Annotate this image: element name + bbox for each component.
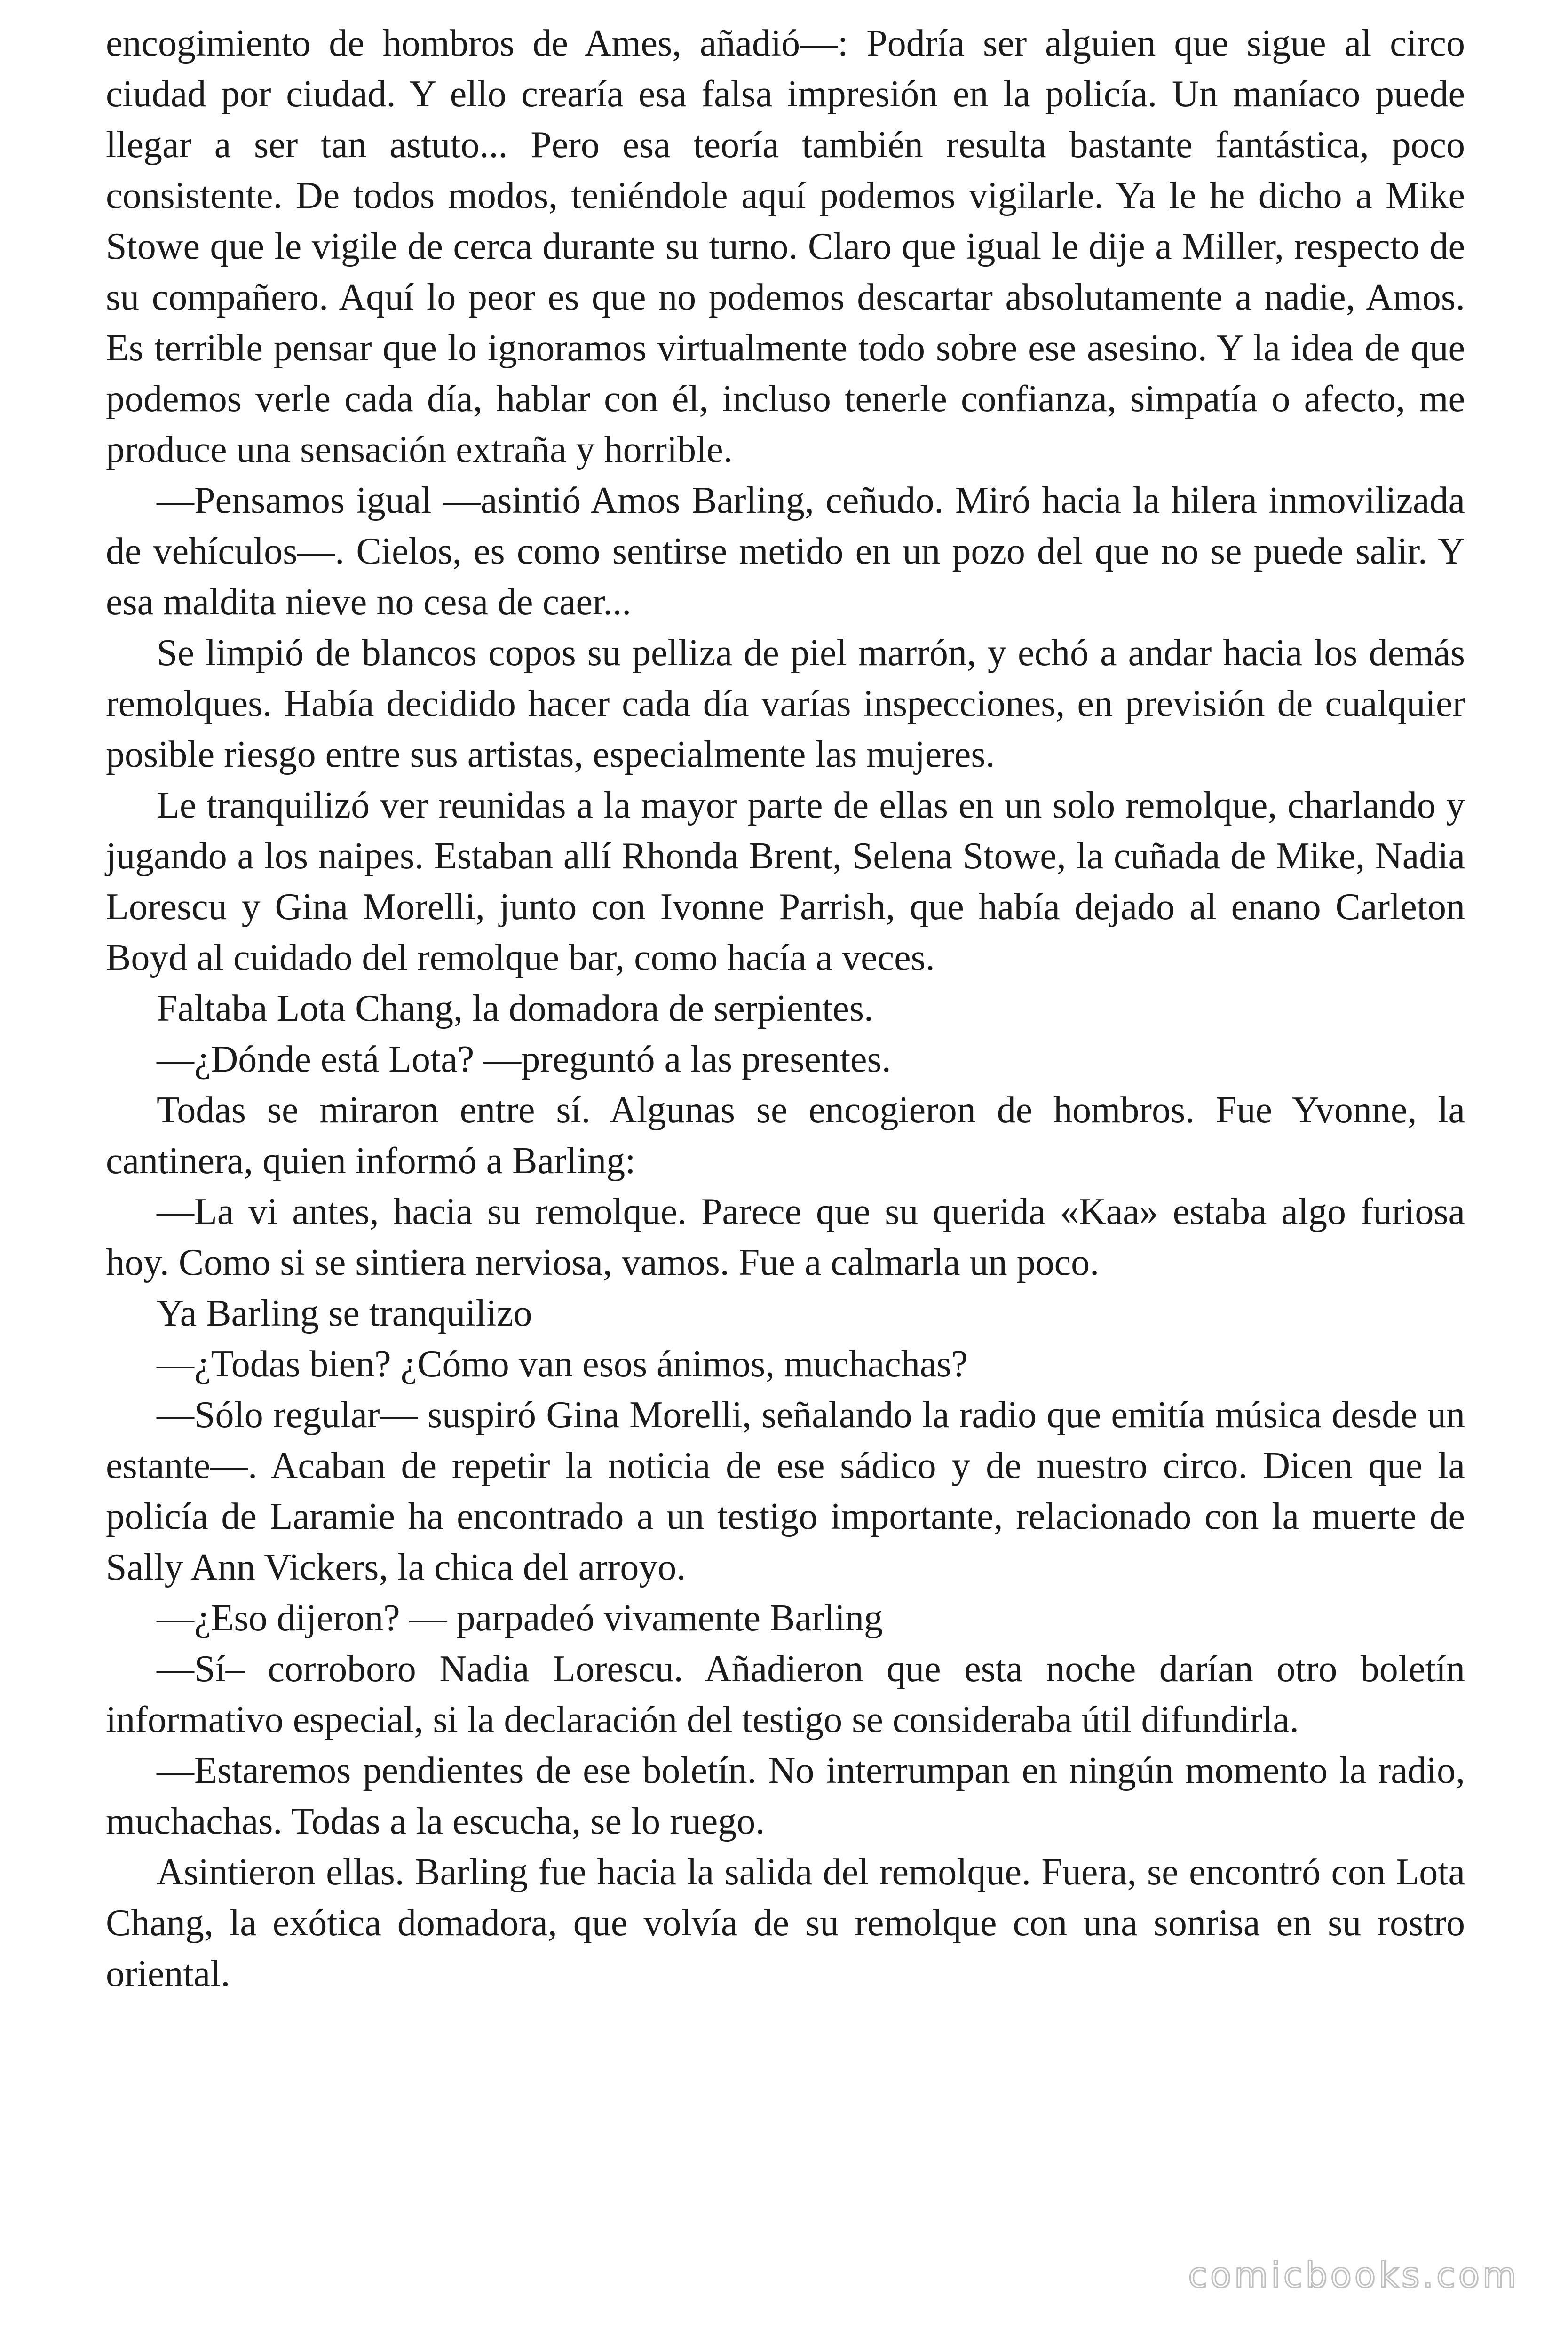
paragraph-5: Faltaba Lota Chang, la domadora de serpientes. — [157, 988, 873, 1029]
paragraph-1: encogimiento de hombros de Ames, añadió—: Podría ser alguien que sigue al circo ciudad por ciudad. Y ello crearía esa falsa impresión en la policía. Un maníaco puede llegar a ser tan astuto... Pero esa teoría también resulta bastante fantástica, poco consistente. De todos modos, teniéndole aquí podemos vigilarle. Ya le he dicho a Mike Stowe que le vigile de cerca durante su turno. Claro que igual le dije a Miller, respecto de su compañero. Aquí lo peor es que no podemos descartar absolutamente a nadie, Amos. Es terrible pensar que lo ignoramos virtualmente todo sobre ese asesino. Y la idea de que podemos verle cada día, hablar con él, incluso tenerle confianza, simpatía o afecto, me produce una sensación extraña y horrible. — [106, 23, 1465, 470]
paragraph-13: —Sí– corroboro Nadia Lorescu. Añadieron que esta noche darían otro boletín informativo especial, si la declaración del testigo se consideraba útil difundirla. — [106, 1648, 1465, 1740]
paragraph-14: —Estaremos pendientes de ese boletín. No interrumpan en ningún momento la radio, muchachas. Todas a la escucha, se lo ruego. — [106, 1750, 1465, 1842]
paragraph-11: —Sólo regular— suspiró Gina Morelli, señalando la radio que emitía música desde un estante—. Acaban de repetir la noticia de ese sádico y de nuestro circo. Dicen que la policía de Laramie ha encontrado a un testigo importante, relacionado con la muerte de Sally Ann Vickers, la chica del arroyo. — [106, 1394, 1465, 1588]
paragraph-3: Se limpió de blancos copos su pelliza de piel marrón, y echó a andar hacia los demás remolques. Había decidido hacer cada día varías inspecciones, en previsión de cualquier posible riesgo entre sus artistas, especialmente las mujeres. — [106, 632, 1465, 775]
paragraph-15: Asintieron ellas. Barling fue hacia la salida del remolque. Fuera, se encontró con Lota Chang, la exótica domadora, que volvía de su remolque con una sonrisa en su rostro oriental. — [106, 1851, 1465, 1994]
watermark: comicbooks.com — [1188, 2255, 1519, 2296]
paragraph-2: —Pensamos igual —asintió Amos Barling, ceñudo. Miró hacia la hilera inmovilizada de vehículos—. Cielos, es como sentirse metido en un pozo del que no se puede salir. Y esa maldita nieve no cesa de caer... — [106, 480, 1465, 623]
book-page — [106, 18, 1465, 2276]
paragraph-6: —¿Dónde está Lota? —preguntó a las presentes. — [157, 1039, 891, 1080]
paragraph-7: Todas se miraron entre sí. Algunas se encogieron de hombros. Fue Yvonne, la cantinera, quien informó a Barling: — [106, 1089, 1465, 1182]
paragraph-4: Le tranquilizó ver reunidas a la mayor parte de ellas en un solo remolque, charlando y jugando a los naipes. Estaban allí Rhonda Brent, Selena Stowe, la cuñada de Mike, Nadia Lorescu y Gina Morelli, junto con Ivonne Parrish, que había dejado al enano Carleton Boyd al cuidado del remolque bar, como hacía a veces. — [106, 785, 1465, 978]
paragraph-8: —La vi antes, hacia su remolque. Parece que su querida «Kaa» estaba algo furiosa hoy. Como si se sintiera nerviosa, vamos. Fue a calmarla un poco. — [106, 1191, 1465, 1283]
paragraph-12: —¿Eso dijeron? — parpadeó vivamente Barling — [157, 1597, 883, 1639]
paragraph-9: Ya Barling se tranquilizo — [157, 1293, 532, 1334]
paragraph-10: —¿Todas bien? ¿Cómo van esos ánimos, muchachas? — [157, 1343, 968, 1385]
